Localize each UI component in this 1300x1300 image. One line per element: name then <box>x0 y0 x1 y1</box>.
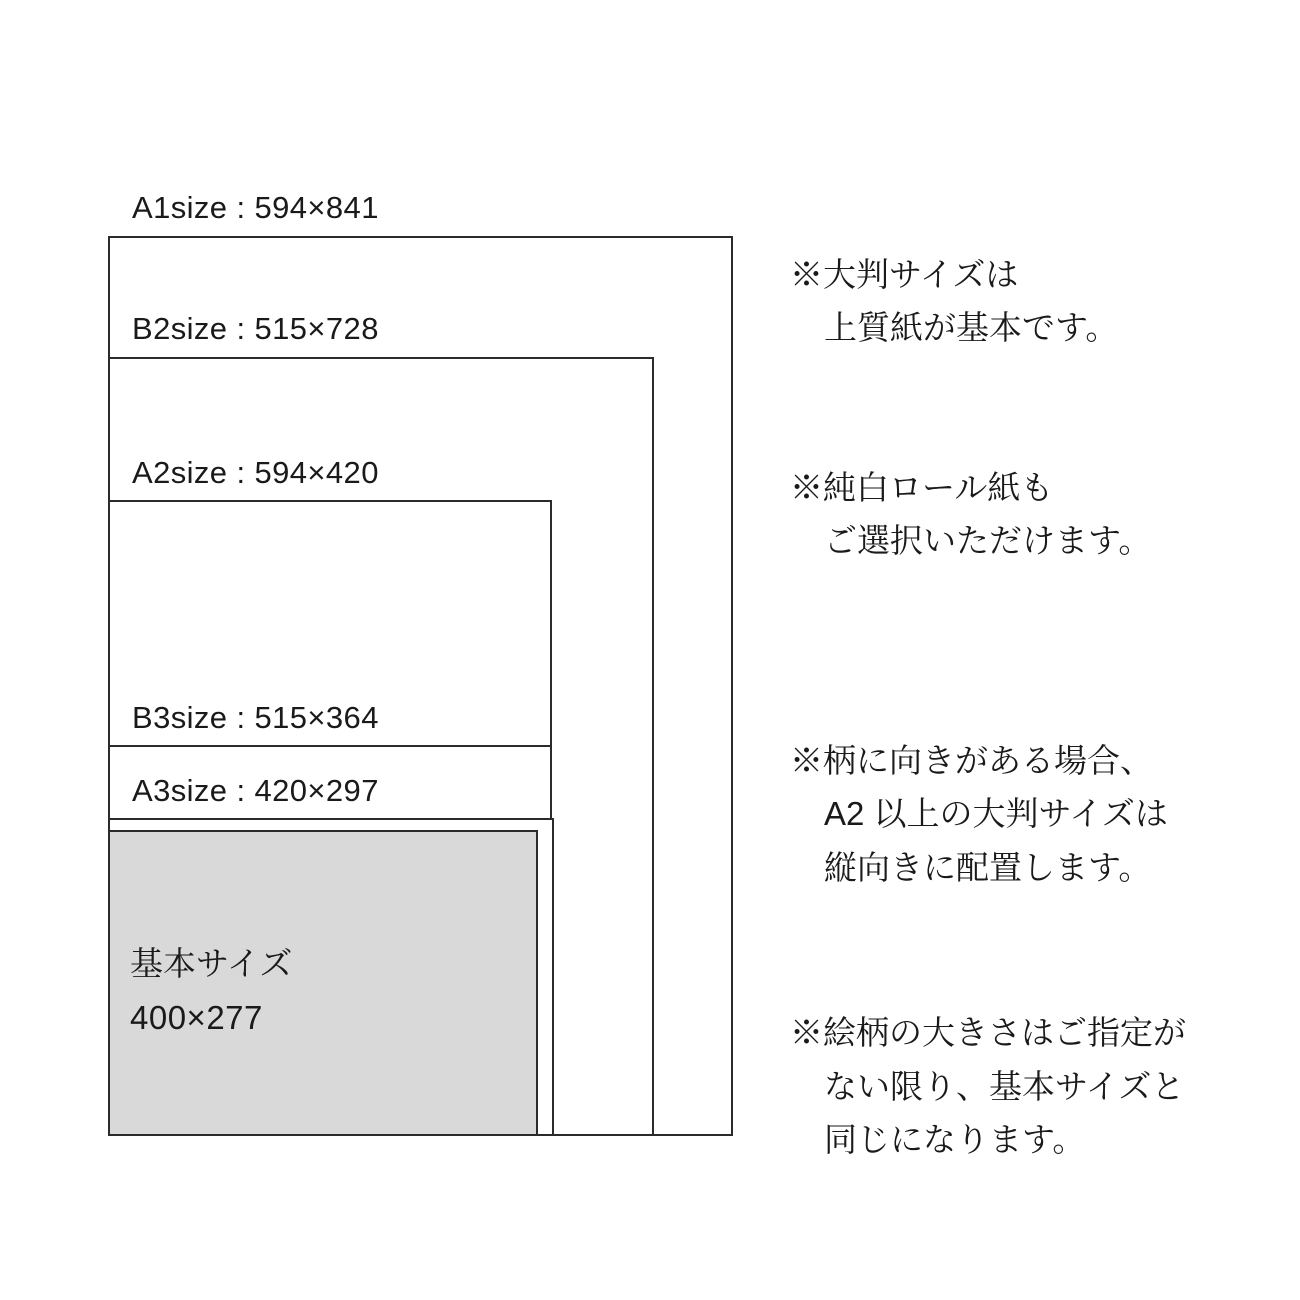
base-size-title: 基本サイズ <box>130 945 293 982</box>
base-size-dimensions: 400×277 <box>130 999 263 1037</box>
notes-column <box>790 248 1260 1167</box>
size-label-b3: B3size : 515×364 <box>132 700 379 735</box>
note-white-roll-paper <box>790 461 1260 568</box>
base-size-label-group <box>130 937 292 1046</box>
note-2-line-1: ※純白ロール紙も <box>790 468 1054 506</box>
size-label-a1: A1size : 594×841 <box>132 190 379 225</box>
note-pattern-size-default <box>790 1006 1260 1166</box>
note-4-line-3: 同じになります。 <box>824 1121 1086 1159</box>
note-3-line-2: A2 以上の大判サイズは <box>824 795 1168 833</box>
note-3-line-3: 縦向きに配置します。 <box>824 848 1152 886</box>
size-label-a2: A2size : 594×420 <box>132 455 379 490</box>
note-4-line-1: ※絵柄の大きさはご指定が <box>790 1014 1186 1052</box>
note-pattern-orientation <box>790 734 1260 894</box>
note-large-size-paper <box>790 248 1260 355</box>
size-label-a3: A3size : 420×297 <box>132 773 379 808</box>
note-1-line-1: ※大判サイズは <box>790 256 1019 293</box>
size-label-b2: B2size : 515×728 <box>132 311 379 346</box>
note-3-line-1: ※柄に向きがある場合、 <box>790 741 1153 779</box>
note-1-line-2: 上質紙が基本です。 <box>824 309 1119 347</box>
note-4-line-2: ない限り、基本サイズと <box>824 1067 1185 1105</box>
note-2-line-2: ご選択いただけます。 <box>824 522 1152 560</box>
